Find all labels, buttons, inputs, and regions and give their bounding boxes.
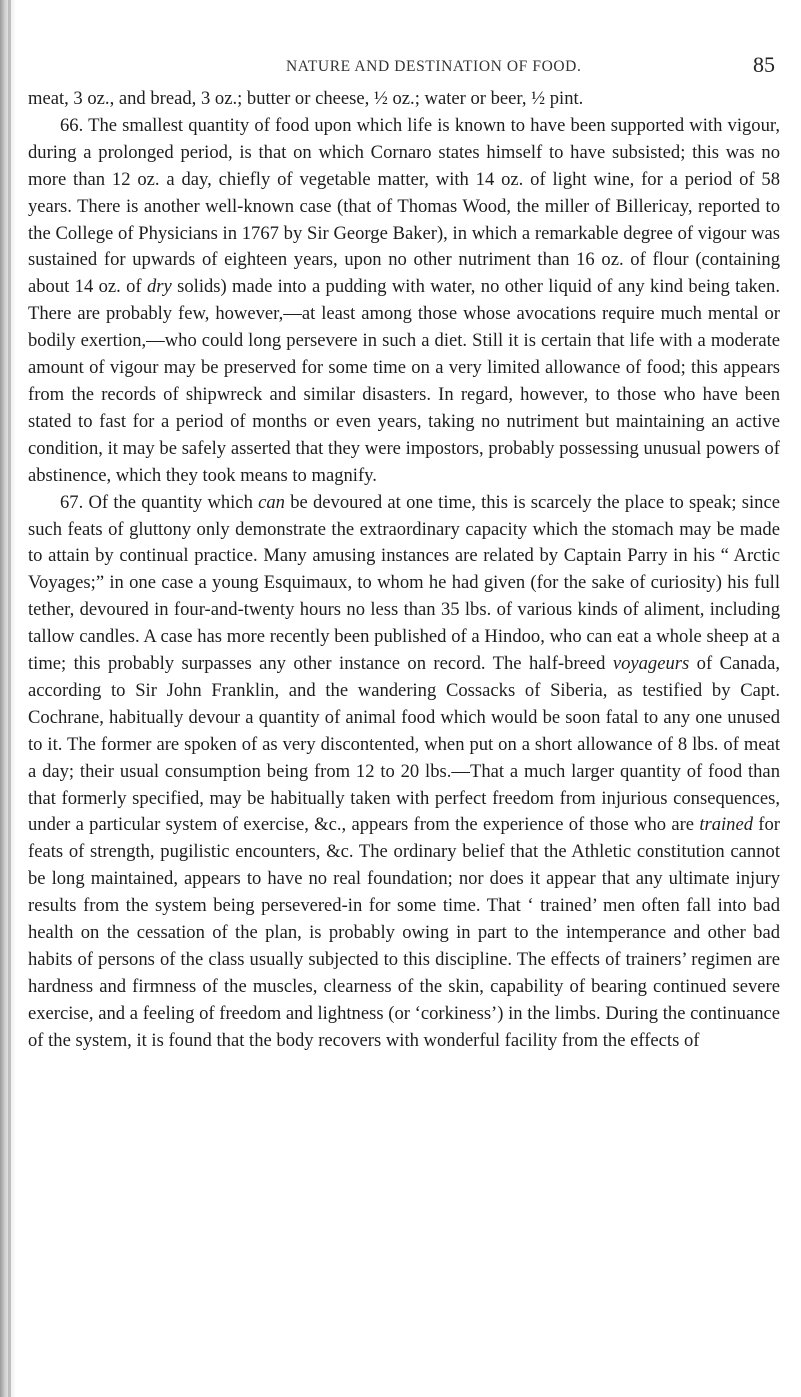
text-run: for feats of strength, pugilistic encounters, &c. The ordinary belief that the Athletic constitution cannot be long maintained, appears to have no real foundation; nor does it appear that any ultimate injury results from the system being persevered-in for some time. That ‘ trained’ men often fall into bad health on the cessation of the plan, is probably owing in part to the intemperance and other bad habits of persons of the class usually subjected to this discipline. The effects of trainers’ regimen are hardness and firmness of the muscles, clearness of the skin, capability of bearing continued severe exercise, and a feeling of freedom and lightness (or ‘corkiness’) in the limbs. During the continuance of the system, it is found that the body recovers with wonderful facility from the effects of: [28, 814, 780, 1051]
italic-run: dry: [146, 276, 172, 298]
body-text: [28, 86, 780, 1055]
running-head: NATURE AND DESTINATION OF FOOD.: [286, 58, 582, 75]
paragraph-continuation: meat, 3 oz., and bread, 3 oz.; butter or cheese, ½ oz.; water or beer, ½ pint.: [28, 88, 584, 109]
italic-run: trained: [699, 814, 754, 836]
italic-run: voyageurs: [612, 653, 690, 675]
text-run: solids) made into a pudding with water, no other liquid of any kind being taken. There are probably few, however,—at least among those whose avocations require much mental or bodily exertion,—who could long persevere in such a diet. Still it is certain that life with a moderate amount of vigour may be preserved for some time on a very limited allowance of food; this appears from the records of shipwreck and similar disasters. In regard, however, to those who have been stated to fast for a period of months or even years, taking no nutriment but maintaining an active condition, it may be safely asserted that they were impostors, probably possessing unusual powers of abstinence, which they took means to magnify.: [28, 276, 781, 486]
text-run: 66. The smallest quantity of food upon which life is known to have been supported with vigour, during a prolonged period, is that on which Cornaro states himself to have subsisted; this was no more than 12 oz. a day, chiefly of vegetable matter, with 14 oz. of light wine, for a period of 58 years. There is another well-known case (that of Thomas Wood, the miller of Billericay, reported to the College of Physicians in 1767 by Sir George Baker), in which a remarkable degree of vigour was sustained for upwards of eighteen years, upon no other nutriment than 16 oz. of flour (containing about 14 oz. of: [28, 114, 780, 298]
paragraph-67: [28, 490, 780, 1055]
text-run: be devoured at one time, this is scarcely the place to speak; since such feats of gluttony only demonstrate the extraordinary capacity which the stomach may be made to attain by continual practice. Many amusing instances are related by Captain Parry in his “ Arctic Voyages;” in one case a young Esquimaux, to whom he had given (for the sake of curiosity) his full tether, devoured in four-and-twenty hours no less than 35 lbs. of various kinds of aliment, including tallow candles. A case has more recently been published of a Hindoo, who can eat a whole sheep at a time; this probably surpasses any other instance on record. The half-breed: [28, 491, 780, 675]
paragraph-66: [28, 113, 780, 490]
text-run: of Canada, according to Sir John Franklin, and the wandering Cossacks of Siberia, as testified by Capt. Cochrane, habitually devour a quantity of animal food which would be soon fatal to any one unused to it. The former are spoken of as very discontented, when put on a short allowance of 8 lbs. of meat a day; their usual consumption being from 12 to 20 lbs.—That a much larger quantity of food than that formerly specified, may be habitually taken with perfect freedom from injurious consequences, under a particular system of exercise, &c., appears from the experience of those who are: [28, 653, 780, 836]
text-run: 67. Of the quantity which: [60, 491, 259, 513]
italic-run: can: [258, 491, 285, 513]
binding-edge: [8, 0, 11, 1397]
page-number: 85: [753, 52, 775, 77]
